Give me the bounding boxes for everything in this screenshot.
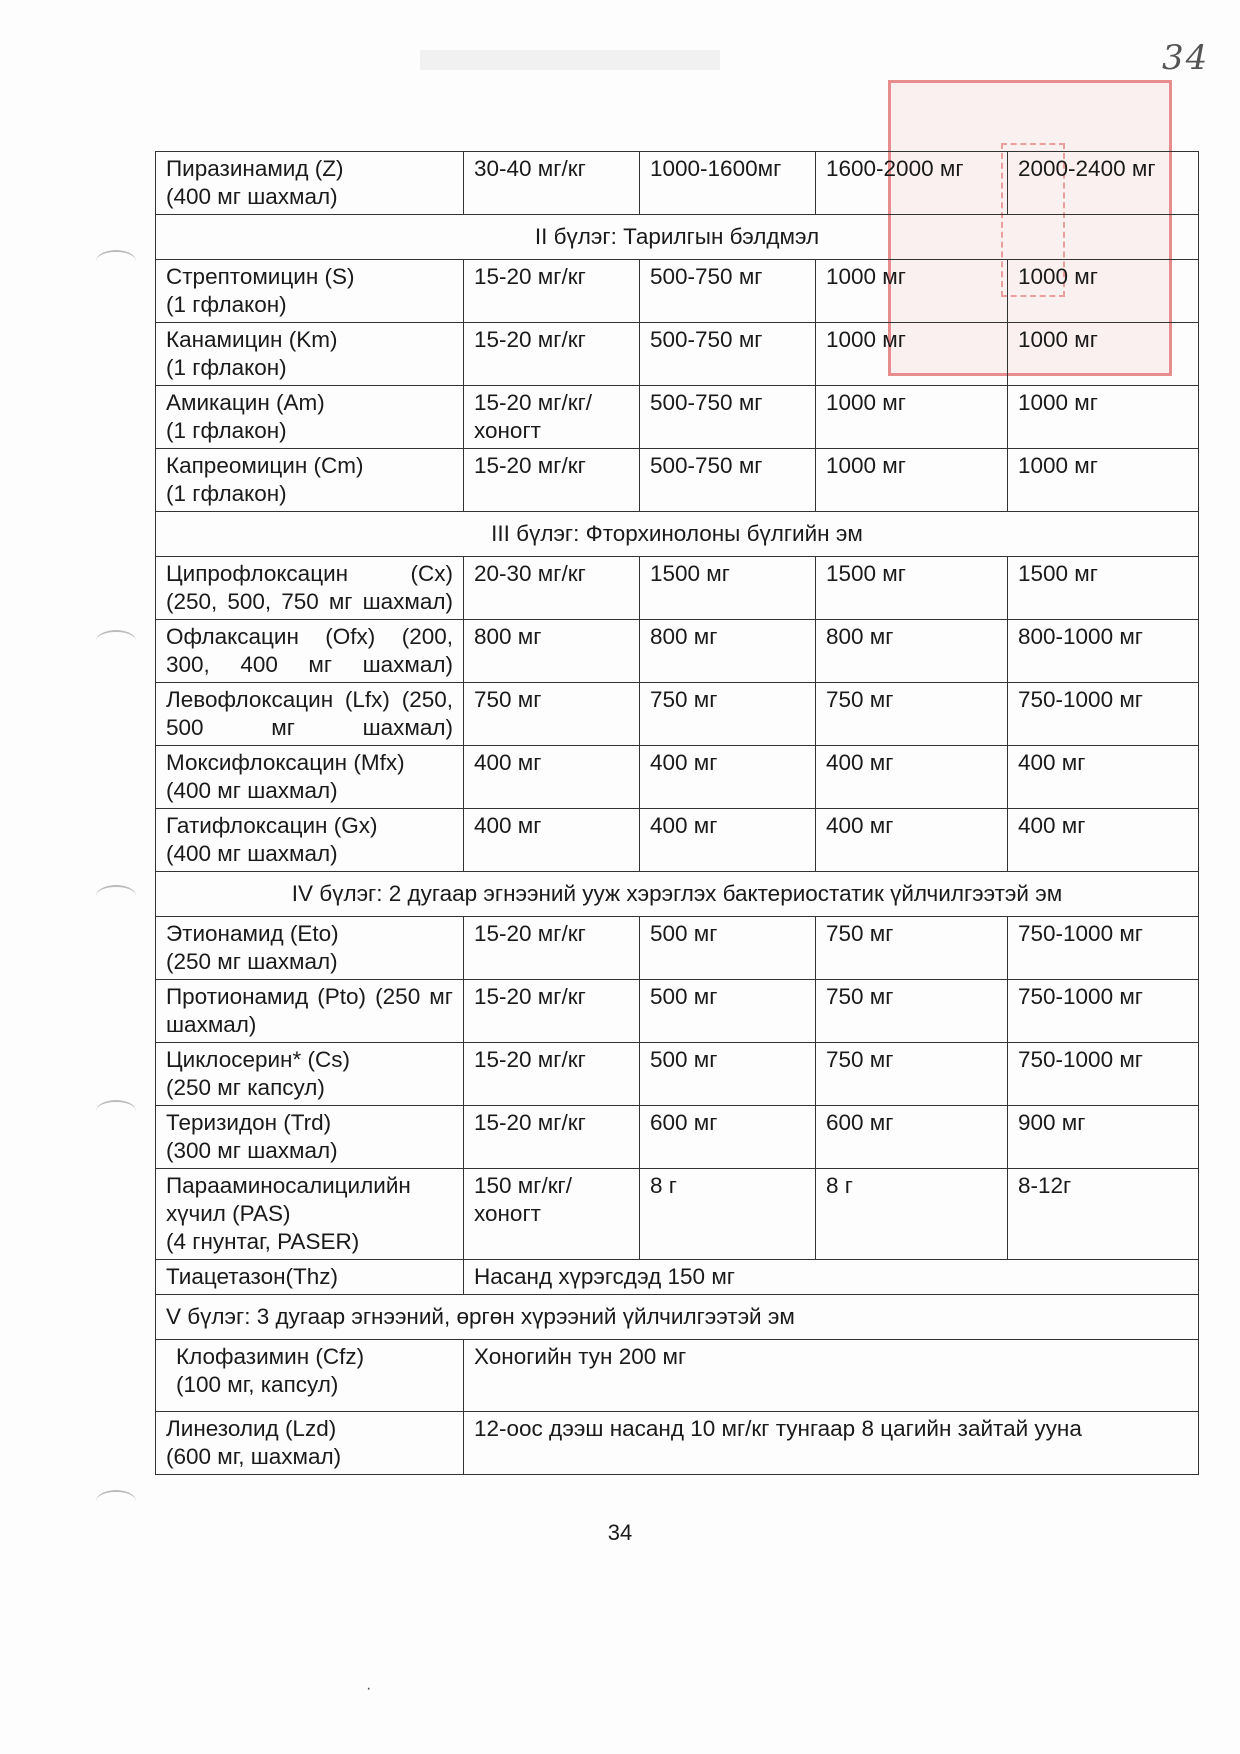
dose-cell: 750-1000 мг <box>1008 1043 1199 1106</box>
punch-hole-mark <box>96 250 136 272</box>
section-header-row <box>156 872 1199 917</box>
table-row <box>156 917 1199 980</box>
dose-cell: 500 мг <box>640 1043 816 1106</box>
page-number: 34 <box>607 1520 633 1545</box>
dose-cell: 500 мг <box>640 917 816 980</box>
dose-cell: 400 мг <box>640 746 816 809</box>
dose-cell: 400 мг <box>816 809 1008 872</box>
dose-cell: 750-1000 мг <box>1008 917 1199 980</box>
drug-name-cell: Левофлоксацин (Lfx) (250, 500 мг шахмал) <box>156 683 464 746</box>
drug-name-cell: Пиразинамид (Z) (400 мг шахмал) <box>156 152 464 215</box>
dose-cell: 1000 мг <box>816 323 1008 386</box>
handwritten-page-number: 34 <box>1162 38 1210 78</box>
section-header-row <box>156 1295 1199 1340</box>
dose-cell: 1000 мг <box>1008 386 1199 449</box>
dose-cell: 800 мг <box>464 620 640 683</box>
dose-cell: 1600-2000 мг <box>816 152 1008 215</box>
table-row <box>156 557 1199 620</box>
drug-name-cell: Клофазимин (Cfz) (100 мг, капсул) <box>156 1340 464 1412</box>
section-header-row <box>156 512 1199 557</box>
drug-name-cell: Тиацетазон(Thz) <box>156 1260 464 1295</box>
table-row <box>156 1260 1199 1295</box>
dose-cell: 600 мг <box>640 1106 816 1169</box>
drug-name-cell: Гатифлоксацин (Gx) (400 мг шахмал) <box>156 809 464 872</box>
table-row <box>156 980 1199 1043</box>
dose-cell: 400 мг <box>464 746 640 809</box>
dose-cell: 750 мг <box>464 683 640 746</box>
drug-name-cell: Теризидон (Trd) (300 мг шахмал) <box>156 1106 464 1169</box>
dose-cell: 20-30 мг/кг <box>464 557 640 620</box>
dose-cell: 1000 мг <box>816 386 1008 449</box>
dose-cell: Насанд хүрэгсдэд 150 мг <box>464 1260 1199 1295</box>
dose-cell: 750-1000 мг <box>1008 683 1199 746</box>
section-title: II бүлэг: Тарилгын бэлдмэл <box>156 215 1199 260</box>
section-title: V бүлэг: 3 дугаар эгнээний, өргөн хүрээний үйлчилгээтэй эм <box>156 1295 1199 1340</box>
dose-cell: 800 мг <box>816 620 1008 683</box>
dose-cell: 500-750 мг <box>640 323 816 386</box>
punch-hole-mark <box>96 1490 136 1512</box>
scan-speck: · <box>366 1680 372 1697</box>
dose-cell: 1500 мг <box>1008 557 1199 620</box>
table-row <box>156 809 1199 872</box>
dose-cell: 2000-2400 мг <box>1008 152 1199 215</box>
table-row <box>156 152 1199 215</box>
dose-cell: 750 мг <box>640 683 816 746</box>
dose-cell: 15-20 мг/кг <box>464 1106 640 1169</box>
table-row <box>156 620 1199 683</box>
dose-cell: 400 мг <box>816 746 1008 809</box>
dose-cell: 15-20 мг/кг <box>464 980 640 1043</box>
table-row <box>156 1412 1199 1475</box>
dose-cell: Хоногийн тун 200 мг <box>464 1340 1199 1412</box>
drug-name-cell: Протионамид (Pto) (250 мг шахмал) <box>156 980 464 1043</box>
punch-hole-mark <box>96 630 136 652</box>
drug-name-cell: Офлаксацин (Ofx) (200, 300, 400 мг шахмал) <box>156 620 464 683</box>
dose-cell: 400 мг <box>1008 746 1199 809</box>
dose-cell: 500-750 мг <box>640 449 816 512</box>
dose-cell: 900 мг <box>1008 1106 1199 1169</box>
drug-name-cell: Амикацин (Am) (1 гфлакон) <box>156 386 464 449</box>
table-row <box>156 1169 1199 1260</box>
dose-cell: 8-12г <box>1008 1169 1199 1260</box>
drug-name-cell: Стрептомицин (S) (1 гфлакон) <box>156 260 464 323</box>
drug-name-cell: Циклосерин* (Cs) (250 мг капсул) <box>156 1043 464 1106</box>
punch-hole-mark <box>96 1100 136 1122</box>
drug-dosage-table <box>155 151 1199 1475</box>
faint-header-bleed <box>420 50 720 70</box>
dose-cell: 500-750 мг <box>640 260 816 323</box>
drug-name-cell: Моксифлоксацин (Mfx) (400 мг шахмал) <box>156 746 464 809</box>
dose-cell: 8 г <box>640 1169 816 1260</box>
table-row <box>156 260 1199 323</box>
table-row <box>156 1340 1199 1412</box>
drug-name-cell: Этионамид (Eto) (250 мг шахмал) <box>156 917 464 980</box>
table-row <box>156 449 1199 512</box>
dose-cell: 750 мг <box>816 917 1008 980</box>
dose-cell: 15-20 мг/кг <box>464 323 640 386</box>
dose-cell: 1500 мг <box>816 557 1008 620</box>
dose-cell: 1000 мг <box>816 449 1008 512</box>
drug-name-cell: Линезолид (Lzd) (600 мг, шахмал) <box>156 1412 464 1475</box>
dose-cell: 1000 мг <box>1008 260 1199 323</box>
dose-cell: 15-20 мг/кг <box>464 449 640 512</box>
section-title: IV бүлэг: 2 дугаар эгнээний ууж хэрэглэх бактериостатик үйлчилгээтэй эм <box>156 872 1199 917</box>
dose-cell: 500-750 мг <box>640 386 816 449</box>
section-title: III бүлэг: Фторхинолоны бүлгийн эм <box>156 512 1199 557</box>
drug-name-cell: Парааминосалицилийн хүчил (PAS) (4 гнунтаг, PASER) <box>156 1169 464 1260</box>
punch-hole-mark <box>96 885 136 907</box>
drug-name-cell: Ципрофлоксацин (Cx) (250, 500, 750 мг шахмал) <box>156 557 464 620</box>
table-row <box>156 323 1199 386</box>
dose-cell: 400 мг <box>1008 809 1199 872</box>
dose-cell: 15-20 мг/кг/хоногт <box>464 386 640 449</box>
dose-cell: 8 г <box>816 1169 1008 1260</box>
table-row <box>156 683 1199 746</box>
section-header-row <box>156 215 1199 260</box>
dose-cell: 1000 мг <box>1008 449 1199 512</box>
dose-cell: 750 мг <box>816 683 1008 746</box>
dose-cell: 150 мг/кг/хоногт <box>464 1169 640 1260</box>
table-row <box>156 1106 1199 1169</box>
drug-name-cell: Капреомицин (Cm) (1 гфлакон) <box>156 449 464 512</box>
dose-cell: 500 мг <box>640 980 816 1043</box>
dose-cell: 30-40 мг/кг <box>464 152 640 215</box>
dose-cell: 1000 мг <box>816 260 1008 323</box>
dose-cell: 400 мг <box>640 809 816 872</box>
dose-cell: 12-оос дээш насанд 10 мг/кг тунгаар 8 цагийн зайтай ууна <box>464 1412 1199 1475</box>
dose-cell: 800-1000 мг <box>1008 620 1199 683</box>
dose-cell: 400 мг <box>464 809 640 872</box>
dose-cell: 1500 мг <box>640 557 816 620</box>
dose-cell: 1000 мг <box>1008 323 1199 386</box>
dose-cell: 600 мг <box>816 1106 1008 1169</box>
dose-cell: 750-1000 мг <box>1008 980 1199 1043</box>
dose-cell: 15-20 мг/кг <box>464 917 640 980</box>
dose-cell: 750 мг <box>816 980 1008 1043</box>
drug-name-cell: Канамицин (Km) (1 гфлакон) <box>156 323 464 386</box>
table-row <box>156 1043 1199 1106</box>
dose-cell: 15-20 мг/кг <box>464 1043 640 1106</box>
table-row <box>156 386 1199 449</box>
dose-cell: 1000-1600мг <box>640 152 816 215</box>
dose-cell: 15-20 мг/кг <box>464 260 640 323</box>
dose-cell: 800 мг <box>640 620 816 683</box>
dose-cell: 750 мг <box>816 1043 1008 1106</box>
table-row <box>156 746 1199 809</box>
